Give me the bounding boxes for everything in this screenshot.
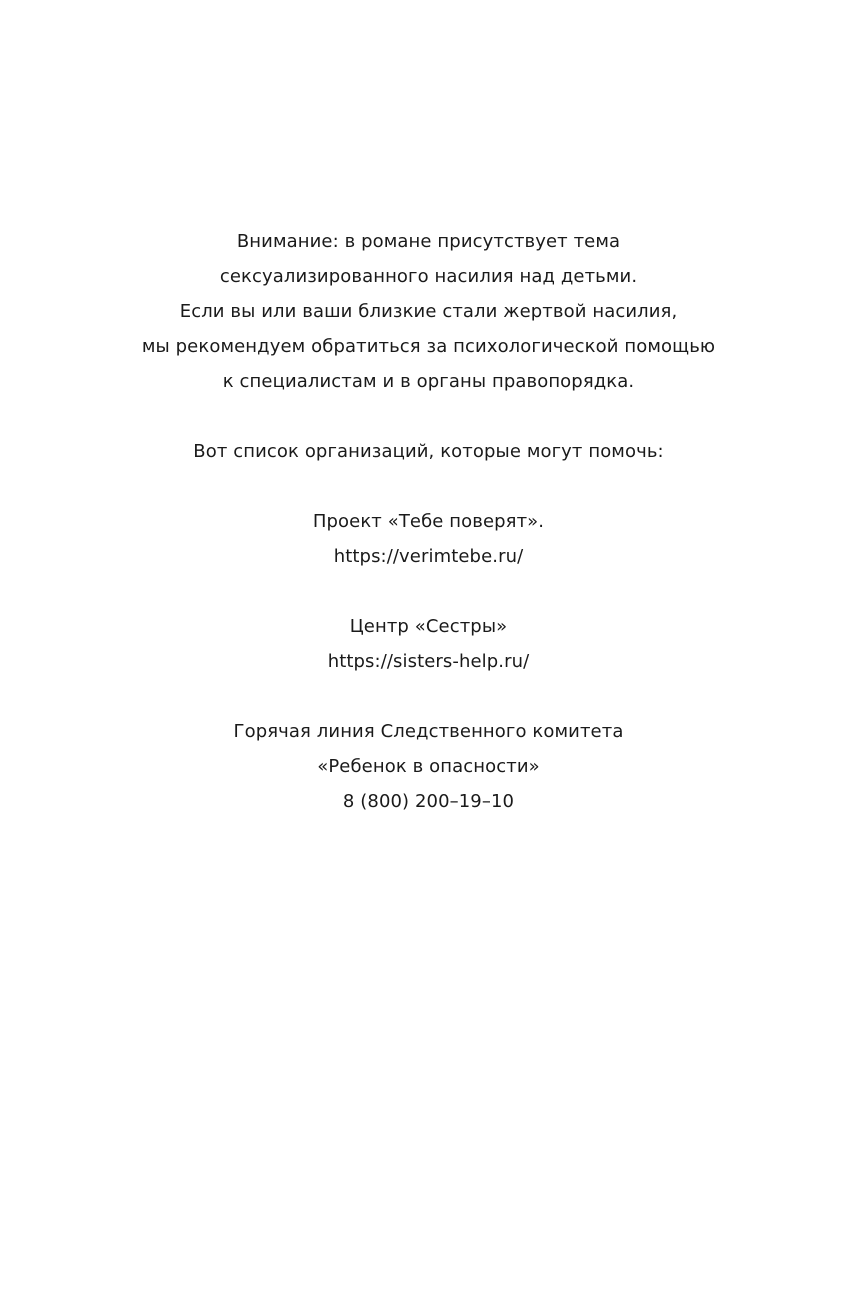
spacer <box>0 574 857 609</box>
warning-line: Если вы или ваши близкие стали жертвой насилия, <box>179 301 678 322</box>
organization-link[interactable]: https://verimtebe.ru/ <box>333 546 524 567</box>
organization-verimtebe <box>0 504 857 574</box>
organization-program-name: «Ребенок в опасности» <box>317 756 540 777</box>
spacer <box>0 679 857 714</box>
organization-name: Центр «Сестры» <box>349 616 508 637</box>
hotline-phone: 8 (800) 200–19–10 <box>342 791 515 812</box>
warning-line: Внимание: в романе присутствует тема <box>236 231 621 252</box>
organization-name: Проект «Тебе поверят». <box>312 511 545 532</box>
organization-name: Горячая линия Следственного комитета <box>233 721 624 742</box>
page-content <box>0 224 857 819</box>
organization-sisters <box>0 609 857 679</box>
organization-hotline <box>0 714 857 819</box>
warning-line: сексуализированного насилия над детьми. <box>219 266 638 287</box>
spacer <box>0 399 857 434</box>
spacer <box>0 469 857 504</box>
warning-line: мы рекомендуем обратиться за психологической помощью <box>141 336 716 357</box>
organization-link[interactable]: https://sisters-help.ru/ <box>327 651 530 672</box>
organizations-intro: Вот список организаций, которые могут помочь: <box>193 441 664 462</box>
warning-line: к специалистам и в органы правопорядка. <box>222 371 635 392</box>
warning-block <box>0 224 857 399</box>
